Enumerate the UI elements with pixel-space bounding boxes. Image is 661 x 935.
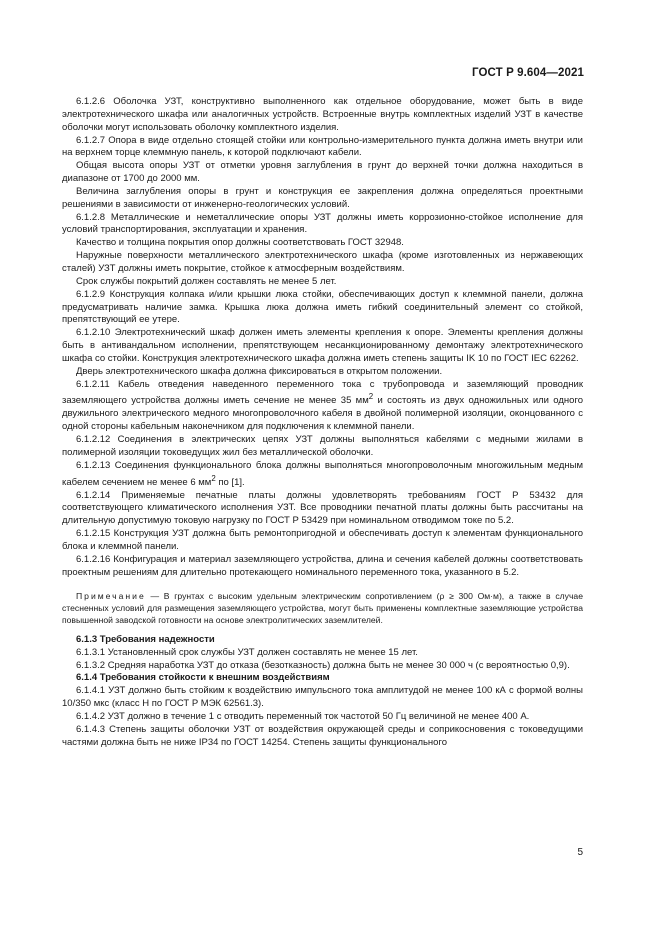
paragraph: 6.1.2.9 Конструкция колпака и/или крышки люка стойки, обеспечивающих доступ к клеммной панели, должна предусматривать наличие замка. Крышка люка должна иметь гибкий соединительный элемент со стойкой, препятствующий ее утере. (62, 288, 583, 326)
paragraph: Величина заглубления опоры в грунт и конструкция ее закрепления должна определяться проектными решениями в зависимости от инженерно-геологических условий. (62, 185, 583, 210)
section-heading: 6.1.4 Требования стойкости к внешним воздействиям (76, 672, 330, 684)
paragraph: Качество и толщина покрытия опор должны соответствовать ГОСТ 32948. (76, 237, 404, 249)
text-run: и состоять из двух одножильных или одного двужильного электрического медного многопроволочного кабеля в двойной полимерной изоляции, оконцованного с одной стороны кабельным наконечником для подключения к клеммной панели. (62, 395, 583, 433)
paragraph: 6.1.2.14 Применяемые печатные платы должны удовлетворять требованиям ГОСТ Р 53432 для соответствующего климатического исполнения УЗТ. Все проводники печатной платы должны быть рассчитаны на длительную допустимую токовую нагрузку по ГОСТ Р 53429 при номинальном отводимом токе по 5.2. (62, 489, 583, 527)
paragraph: 6.1.3.1 Установленный срок службы УЗТ должен составлять не менее 15 лет. (76, 646, 418, 658)
note-text: — В грунтах с высоким удельным электрическим сопротивлением (ρ ≥ 300 Ом·м), а также в случае стесненных условий для размещения заземляющего устройства, могут быть применены комплектные заземляющие устройства повышенной заводской готовности на основе электролитических заземлителей. (62, 590, 583, 625)
paragraph: 6.1.2.6 Оболочка УЗТ, конструктивно выполненного как отдельное оборудование, может быть в виде электротехнического шкафа или аналогичных устройств. Встроенные внутрь комплектных изделий УЗТ в качестве оболочки могут использовать оболочку комплектного изделия. (62, 96, 583, 133)
text-run: 6.1.2.11 Кабель отведения наведенного переменного тока с трубопровода и заземляющий проводник заземляющего устройства должны иметь сечение не менее 35 мм (62, 378, 583, 407)
paragraph: 6.1.2.15 Конструкция УЗТ должна быть ремонтопригодной и обеспечивать доступ к элементам функционального блока и клеммной панели. (62, 528, 583, 552)
document-body (62, 96, 583, 749)
paragraph: 6.1.2.7 Опора в виде отдельно стоящей стойки или контрольно-измерительного пункта должна иметь внутри или на верхнем торце клеммную панель, к которой подключают кабели. (62, 134, 583, 159)
note-label: Примечание (76, 590, 146, 601)
page-number: 5 (577, 847, 583, 858)
paragraph: 6.1.2.8 Металлические и неметаллические опоры УЗТ должны иметь коррозионно-стойкое исполнение для условий транспортирования, эксплуатации и хранения. (62, 211, 583, 236)
paragraph: Наружные поверхности металлического электротехнического шкафа (кроме изготовленных из нержавеющих сталей) УЗТ должны иметь покрытие, стойкое к атмосферным воздействиям. (62, 250, 583, 274)
paragraph-cable (62, 379, 583, 435)
paragraph: 6.1.2.12 Соединения в электрических цепях УЗТ должны выполняться кабелями с медными жилами в полимерной изоляции токоведущих жил без металлической оболочки. (62, 434, 583, 458)
paragraph: 6.1.4.1 УЗТ должно быть стойким к воздействию импульсного тока амплитудой не менее 100 кА с формой волны 10/350 мкс (класс Н по ГОСТ Р МЭК 62561.3). (62, 685, 583, 710)
paragraph: 6.1.2.10 Электротехнический шкаф должен иметь элементы крепления к опоре. Элементы крепления должны быть в антивандальном исполнении, препятствующем несанкционированному демонтажу электротехнического шкафа со стойки. Конструкция электротехнического шкафа должна иметь степень защиты IK 10 по ГОСТ IEC 62262. (62, 327, 583, 364)
document-code: ГОСТ Р 9.604—2021 (472, 67, 584, 79)
superscript: 2 (368, 392, 374, 402)
paragraph: 6.1.3.2 Средняя наработка УЗТ до отказа (безотказность) должна быть не менее 30 000 ч (с вероятностью 0,9). (76, 659, 570, 671)
paragraph: 6.1.4.2 УЗТ должно в течение 1 с отводить переменный ток частотой 50 Гц величиной не менее 400 А. (76, 710, 530, 722)
note (62, 590, 583, 626)
text-run: по [1]. (215, 476, 245, 488)
section-heading: 6.1.3 Требования надежности (76, 633, 215, 645)
paragraph: Общая высота опоры УЗТ от отметки уровня заглубления в грунт до верхней точки должна находиться в диапазоне от 1700 до 2000 мм. (62, 160, 583, 185)
paragraph: 6.1.4.3 Степень защиты оболочки УЗТ от воздействия окружающей среды и соприкосновения с токоведущими частями должна быть не ниже IP34 по ГОСТ 14254. Степень защиты функционального (62, 723, 583, 748)
paragraph: 6.1.2.16 Конфигурация и материал заземляющего устройства, длина и сечения кабелей должны соответствовать проектным решениям для длительно протекающего номинального переменного тока, указанного в 5.2. (62, 553, 583, 578)
paragraph: Срок службы покрытий должен составлять не менее 5 лет. (76, 275, 337, 287)
text-run: 6.1.2.13 Соединения функционального блока должны выполняться многопроволочным многожильным медным кабелем сечением не менее 6 мм (62, 459, 583, 488)
paragraph-cable-section (62, 460, 583, 490)
superscript: 2 (211, 473, 216, 483)
paragraph: Дверь электротехнического шкафа должна фиксироваться в открытом положении. (76, 365, 443, 377)
